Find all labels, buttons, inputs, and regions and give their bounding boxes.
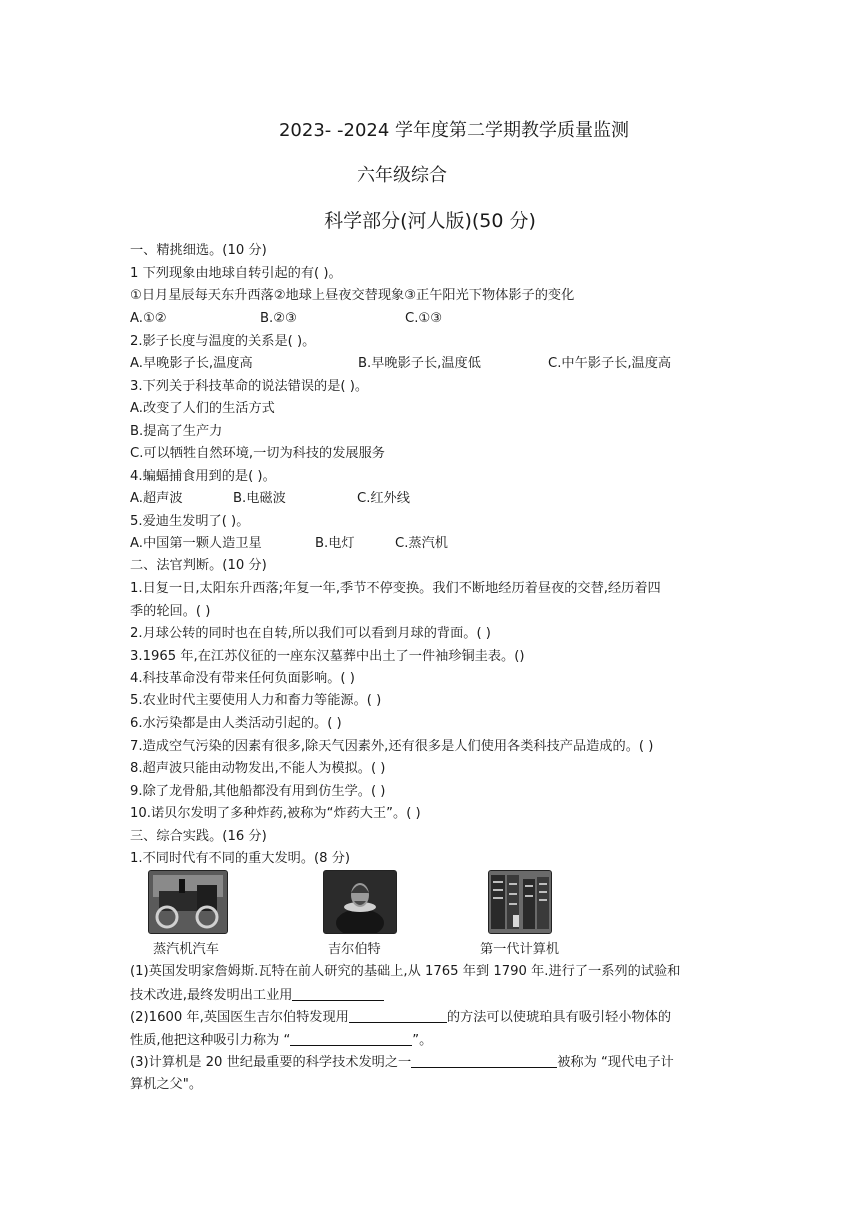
judge-item: 7.造成空气污染的因素有很多,除天气因素外,还有很多是人们使用各类科技产品造成的。( ) [130,739,654,754]
judge-item: 2.月球公转的同时也在自转,所以我们可以看到月球的背面。( ) [130,626,491,641]
question-2: 2.影子长度与温度的关系是( )。 [130,334,316,349]
fill-question-3-text-pre: (3)计算机是 20 世纪最重要的科学技术发明之一 [130,1055,412,1070]
answer-blank[interactable] [411,1053,557,1068]
judge-item: 10.诺贝尔发明了多种炸药,被称为“炸药大王”。( ) [130,806,421,821]
first-computer-photo [488,870,552,934]
steam-car-photo [148,870,228,934]
fill-question-3-text-post: 被称为 “现代电子计 [557,1055,674,1070]
judge-item: 8.超声波只能由动物发出,不能人为模拟。( ) [130,761,386,776]
answer-blank[interactable] [292,986,384,1001]
answer-blank[interactable] [290,1031,412,1046]
option-b: B.②③ [260,311,297,326]
judge-item: 1.日复一日,太阳东升西落;年复一年,季节不停变换。我们不断地经历着昼夜的交替,经历着四 [130,581,661,596]
fill-question-2b-text-pre: 性质,他把这种吸引力称为 “ [130,1033,291,1048]
question-3-option-c: C.可以牺牲自然环境,一切为科技的发展服务 [130,446,385,461]
option-b: B.电磁波 [233,491,286,506]
judge-item: 6.水污染都是由人类活动引起的。( ) [130,716,342,731]
option-b: B.电灯 [315,536,355,551]
fill-question-1-line-2 [130,986,730,1005]
option-a: A.中国第一颗人造卫星 [130,536,262,551]
option-a: A.①② [130,311,167,326]
answer-blank[interactable] [349,1008,447,1023]
part-subtitle: 科学部分(河人版)(50 分) [324,210,536,232]
fill-question-2-text-pre: (2)1600 年,英国医生吉尔伯特发现用 [130,1010,349,1025]
judge-item: 3.1965 年,在江苏仪征的一座东汉墓葬中出土了一件袖珍铜圭表。() [130,649,525,664]
exam-title: 2023- -2024 学年度第二学期教学质量监测 [278,120,630,141]
option-b: B.早晚影子长,温度低 [358,356,481,371]
option-c: C.蒸汽机 [395,536,448,551]
fill-question-2-line-2 [130,1031,730,1050]
question-1: 1 下列现象由地球自转引起的有( )。 [130,266,342,281]
question-4: 4.蝙蝠捕食用到的是( )。 [130,469,276,484]
fill-question-3-line-2: 算机之父"。 [130,1077,203,1092]
caption-gilbert: 吉尔伯特 [328,942,381,957]
judge-item: 4.科技革命没有带来任何负面影响。( ) [130,671,355,686]
invention-images [130,870,730,960]
judge-item: 季的轮回。( ) [130,604,211,619]
section3-question-1: 1.不同时代有不同的重大发明。(8 分) [130,851,351,866]
caption-first-computer: 第一代计算机 [480,942,560,957]
judge-item: 9.除了龙骨船,其他船都没有用到仿生学。( ) [130,784,386,799]
option-c: C.红外线 [357,491,410,506]
fill-question-1-text: 技术改进,最终发明出工业用 [130,988,293,1003]
gilbert-portrait [323,870,397,934]
option-a: A.早晚影子长,温度高 [130,356,253,371]
fill-question-2b-text-post: ”。 [412,1033,433,1048]
caption-steam-car: 蒸汽机汽车 [153,942,219,957]
option-c: C.①③ [405,311,443,326]
question-3-option-b: B.提高了生产力 [130,424,223,439]
question-5: 5.爱迪生发明了( )。 [130,514,250,529]
question-3: 3.下列关于科技革命的说法错误的是( )。 [130,379,369,394]
fill-question-2-line-1 [130,1008,730,1027]
question-1-stem: ①日月星辰每天东升西落②地球上昼夜交替现象③正午阳光下物体影子的变化 [130,288,575,303]
section1-heading: 一、精挑细选。(10 分) [130,243,267,258]
option-c: C.中午影子长,温度高 [548,356,672,371]
question-3-option-a: A.改变了人们的生活方式 [130,401,275,416]
option-a: A.超声波 [130,491,183,506]
fill-question-1-line-1: (1)英国发明家詹姆斯.瓦特在前人研究的基础上,从 1765 年到 1790 年.进行了一系列的试验和 [130,964,681,979]
fill-question-2-text-post: 的方法可以使琥珀具有吸引轻小物体的 [446,1010,672,1025]
judge-item: 5.农业时代主要使用人力和畜力等能源。( ) [130,693,382,708]
grade-subtitle: 六年级综合 [357,165,447,186]
section2-heading: 二、法官判断。(10 分) [130,558,267,573]
section3-heading: 三、综合实践。(16 分) [130,829,267,844]
fill-question-3-line-1 [130,1053,730,1072]
